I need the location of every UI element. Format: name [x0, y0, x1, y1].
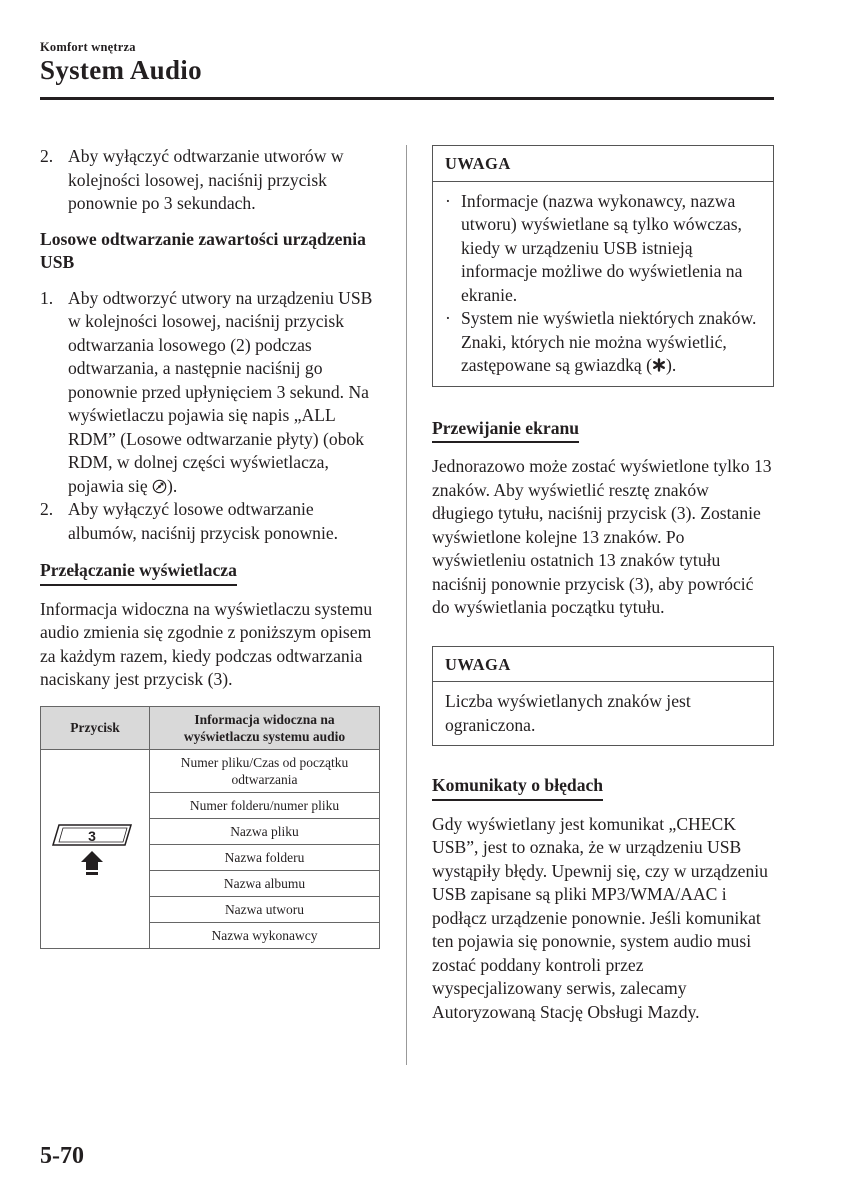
heading-random-usb: Losowe odtwarzanie zawartości urządzenia USB: [40, 228, 366, 272]
list-item: [40, 287, 380, 499]
scroll-paragraph: Jednorazowo może zostać wyświetlone tylko 13 znaków. Aby wyświetlić resztę znaków długiego tytułu, naciśnij przycisk (3). Zostanie wyświetlone kolejne 13 znaków. Po wyświetleniu ostatnich 13 znaków tytułu naciśnij ponownie przycisk (3), aby powrócić do wyświetlania początku tytułu.: [432, 456, 772, 617]
column-divider: [406, 145, 407, 1065]
page-title: System Audio: [40, 55, 202, 85]
list-item: [40, 145, 380, 216]
table-row: [41, 749, 380, 792]
item-text: Aby wyłączyć losowe odtwarzanie albumów, naciśnij przycisk ponownie.: [68, 499, 339, 543]
asterisk-icon: [652, 358, 666, 372]
right-column: [432, 145, 774, 1024]
table-cell: Numer pliku/Czas od początku odtwarzania: [150, 749, 380, 792]
item-text: Aby wyłączyć odtwarzanie utworów w kolejności losowej, naciśnij przycisk ponownie po 3 sekundach.: [68, 146, 344, 213]
errors-paragraph: Gdy wyświetlany jest komunikat „CHECK USB”, jest to oznaka, że w urządzeniu USB wystąpiły błędy. Upewnij się, czy w urządzeniu USB zapisane są pliki MP3/WMA/AAC i podłącz urządzenie ponownie. Jeśli komunikat ten pojawia się ponownie, system audio musi zostać poddany kontroli przez wyspecjalizowany serwis, zalecamy Autoryzowaną Stację Obsługi Mazdy.: [432, 813, 768, 1022]
item-text: [68, 287, 380, 499]
heading-errors: Komunikaty o błędach: [432, 774, 603, 801]
table-cell: Nazwa pliku: [150, 818, 380, 844]
page-number: 5-70: [40, 1143, 84, 1169]
note-title: UWAGA: [433, 146, 773, 182]
title-rule: [40, 97, 774, 100]
list-item: [445, 190, 763, 308]
item-number: 1.: [40, 287, 54, 308]
note-box: [432, 145, 774, 387]
bullet-text: [461, 307, 763, 378]
item-number: 2.: [40, 146, 54, 166]
heading-display-switch: Przełączanie wyświetlacza: [40, 559, 237, 586]
note-title: UWAGA: [433, 647, 773, 683]
note-body: [433, 182, 773, 386]
table-cell: Nazwa folderu: [150, 844, 380, 870]
item-text-part: Aby odtworzyć utwory na urządzeniu USB w kolejności losowej, naciśnij przycisk odtwarzania losowego (2) podczas odtwarzania, a następnie naciśnij go ponownie przed upłynięciem 3 sekund. Na wyświetlaczu pojawia się napis „ALL RDM” (Losowe odtwarzanie płyty) (obok RDM, w dolnej części wyświetlacza, pojawia się: [68, 287, 373, 496]
bullet-marker: ·: [445, 190, 451, 211]
table-header-button: Przycisk: [41, 706, 150, 749]
bullet-text: Informacje (nazwa wykonawcy, nazwa utworu) wyświetlane są tylko wówczas, kiedy w urządzeniu USB istnieją informacje możliwe do wyświetlenia na ekranie.: [461, 190, 743, 305]
table-button-cell: [41, 749, 150, 948]
table-cell: Nazwa albumu: [150, 870, 380, 896]
bullet-text-part: ).: [666, 355, 677, 375]
table-header-info: Informacja widoczna na wyświetlaczu systemu audio: [150, 706, 380, 749]
item-text-part: ).: [167, 475, 178, 496]
note-box: [432, 646, 774, 747]
section-label: Komfort wnętrza: [40, 40, 136, 54]
button-3-icon: [47, 817, 143, 877]
heading-scroll: Przewijanie ekranu: [432, 417, 579, 444]
disc-random-icon: [152, 479, 167, 494]
item-number: 2.: [40, 499, 54, 519]
left-column: [40, 145, 380, 949]
table-cell: Numer folderu/numer pliku: [150, 792, 380, 818]
list-item: [445, 307, 763, 378]
list-item: [40, 498, 380, 545]
table-cell: Nazwa utworu: [150, 896, 380, 922]
button-3-label: 3: [88, 827, 96, 844]
bullet-text-part: System nie wyświetla niektórych znaków. Znaki, których nie można wyświetlić, zastępowane są gwiazdką (: [461, 308, 757, 375]
table-cell: Nazwa wykonawcy: [150, 922, 380, 948]
display-table: [40, 706, 380, 949]
table-header-row: [41, 706, 380, 749]
display-paragraph: Informacja widoczna na wyświetlaczu systemu audio zmienia się zgodnie z poniższym opisem za każdym razem, kiedy podczas odtwarzania naciskany jest przycisk (3).: [40, 598, 373, 689]
bullet-marker: ·: [445, 308, 451, 328]
note-text: Liczba wyświetlanych znaków jest ograniczona.: [445, 691, 691, 735]
note-body: [433, 682, 773, 745]
